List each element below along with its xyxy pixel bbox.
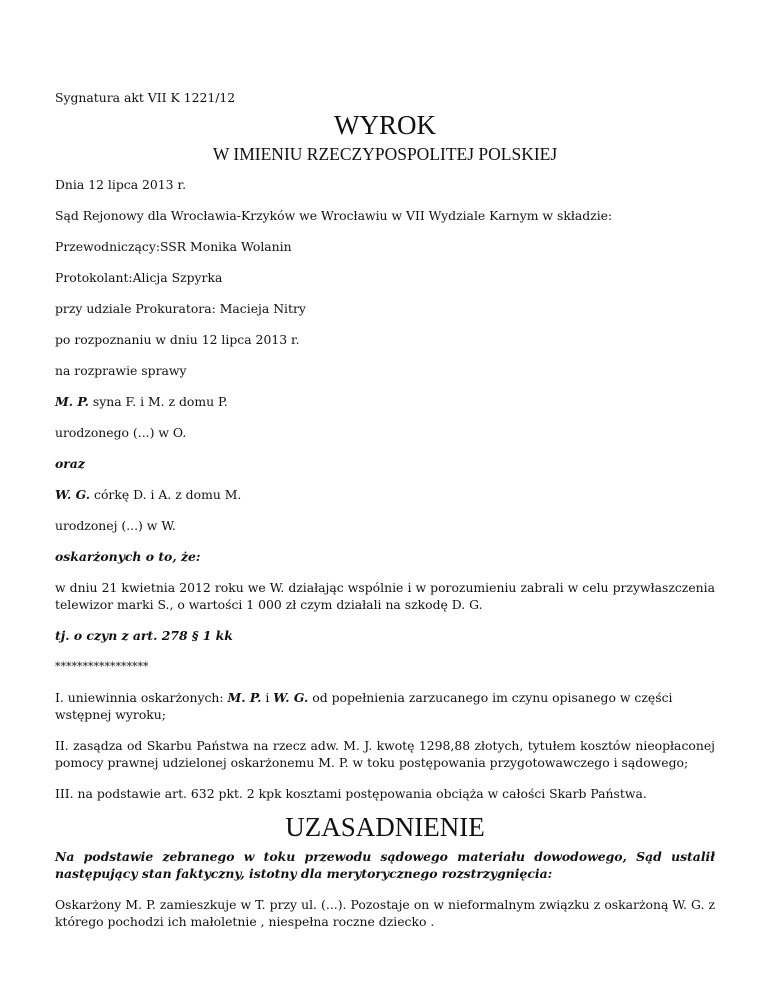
judgment-document [55, 89, 715, 944]
verdict-item-3: III. na podstawie art. 632 pkt. 2 kpk kosztami postępowania obciąża w całości Skarb Państwa. [55, 786, 647, 801]
defendant-2-birth: urodzonej (...) w W. [55, 518, 176, 533]
accused-heading: oskarżonych o to, że: [55, 549, 201, 564]
charge-article: tj. o czyn z art. 278 § 1 kk [55, 628, 233, 643]
justification-title: UZASADNIENIE [285, 812, 485, 842]
justification-paragraph: Oskarżony M. P. zamieszkuje w T. przy ul. (...). Pozostaje on w nieformalnym związku z oskarżoną W. G. z którego pochodzi ich małoletnie , niespełna roczne dziecko . [55, 897, 715, 929]
judgment-subtitle: W IMIENIU RZECZYPOSPOLITEJ POLSKIEJ [212, 144, 558, 164]
defendant-2 [55, 486, 715, 503]
prosecutor-line: przy udziale Prokuratora: Macieja Nitry [55, 301, 306, 316]
justification-intro: Na podstawie zebranego w toku przewodu sądowego materiału dowodowego, Sąd ustalił następujący stan faktyczny, istotny dla merytorycznego rozstrzygnięcia: [55, 849, 715, 881]
presiding-judge: Przewodniczący:SSR Monika Wolanin [55, 239, 292, 254]
judgment-title: WYROK [334, 110, 436, 140]
verdict-item-1-prefix: I. uniewinnia oskarżonych: [55, 690, 228, 705]
verdict-item-1-suffix: od popełnienia zarzucanego im czynu opisanego w części wstępnej wyroku; [55, 690, 673, 722]
verdict-item-2: II. zasądza od Skarbu Państwa na rzecz adw. M. J. kwotę 1298,88 złotych, tytułem kosztów nieopłaconej pomocy prawnej udzielonej oskarżonemu M. P. w toku postępowania przygotowawczego i sądowego; [55, 738, 715, 770]
defendant-1 [55, 393, 715, 410]
hearing-date: po rozpoznaniu w dniu 12 lipca 2013 r. [55, 332, 300, 347]
defendant-1-parents: syna F. i M. z domu P. [88, 394, 228, 409]
verdict-item-1-name-1: M. P. [227, 690, 262, 705]
verdict-item-1-name-2: W. G. [273, 690, 309, 705]
defendant-2-name: W. G. [55, 487, 91, 502]
section-separator: ***************** [55, 660, 149, 673]
verdict-item-1 [55, 689, 715, 723]
case-intro: na rozprawie sprawy [55, 363, 187, 378]
court-composition: Sąd Rejonowy dla Wrocławia-Krzyków we Wrocławiu w VII Wydziale Karnym w składzie: [55, 208, 613, 223]
verdict-item-1-mid: i [261, 690, 274, 705]
conjunction-oraz: oraz [55, 456, 85, 471]
case-signature: Sygnatura akt VII K 1221/12 [55, 90, 236, 105]
charge-description: w dniu 21 kwietnia 2012 roku we W. działając wspólnie i w porozumieniu zabrali w celu przywłaszczenia telewizor marki S., o wartości 1 000 zł czym działali na szkodę D. G. [55, 580, 715, 612]
judgment-date: Dnia 12 lipca 2013 r. [55, 177, 187, 192]
court-clerk: Protokolant:Alicja Szpyrka [55, 270, 223, 285]
defendant-1-birth: urodzonego (...) w O. [55, 425, 187, 440]
defendant-2-parents: córkę D. i A. z domu M. [90, 487, 242, 502]
defendant-1-name: M. P. [55, 394, 89, 409]
